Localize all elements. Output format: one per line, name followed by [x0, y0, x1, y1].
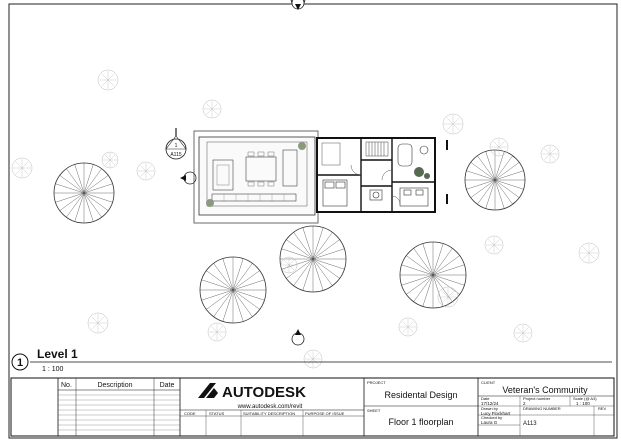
sheet-label: SHEET	[367, 408, 381, 413]
brand-name: AUTODESK	[222, 384, 306, 401]
drawing-number-value: A113	[523, 421, 537, 427]
project-number-value: 2	[523, 401, 526, 406]
project-name: Residental Design	[384, 390, 458, 400]
tree-symbol	[465, 150, 525, 210]
view-scale: 1 : 100	[42, 366, 64, 373]
building-plan	[194, 131, 447, 223]
shrub-symbol	[98, 70, 118, 90]
code-label: CODE	[184, 411, 196, 416]
sheet-name: Floor 1 floorplan	[388, 417, 454, 427]
shrub-symbol	[438, 287, 458, 307]
purpose-label: PURPOSE OF ISSUE	[305, 411, 345, 416]
tree-symbol	[280, 226, 346, 292]
shrub-symbol	[485, 236, 503, 254]
shrub-symbol	[443, 114, 463, 134]
drawing-number-label: DRAWING NUMBER	[523, 406, 561, 411]
scale-label: Scale (@ A3)	[573, 396, 597, 401]
rev-header-no: No.	[61, 382, 72, 389]
section-marker[interactable]	[166, 128, 186, 159]
project-label: PROJECT	[367, 380, 386, 385]
section-sheet: A115	[170, 152, 182, 158]
checked-by-value: Laura G	[481, 420, 498, 425]
elevation-marker-bottom[interactable]	[292, 329, 304, 345]
date-label: Date	[481, 396, 490, 401]
living-wing	[199, 137, 315, 215]
section-number: 1	[174, 143, 178, 149]
elevation-marker-top[interactable]	[291, 0, 305, 10]
view-number: 1	[16, 357, 24, 369]
title-block	[11, 378, 614, 436]
shrub-symbol	[88, 313, 108, 333]
drawing-frame	[9, 4, 617, 438]
shrub-symbol	[514, 324, 532, 342]
shrub-symbol	[281, 257, 297, 273]
client-name: Veteran's Community	[502, 385, 588, 395]
project-number-label: Project number	[523, 396, 551, 401]
tree-symbol	[54, 163, 114, 223]
shrub-symbol	[203, 100, 221, 118]
brand-url: www.autodesk.com/revit	[237, 404, 303, 410]
shrub-symbol	[102, 152, 118, 168]
checked-by-label: Checked by	[481, 415, 503, 420]
rev-header-date: Date	[159, 382, 175, 389]
rev-label: REV	[598, 406, 607, 411]
status-label: STATUS	[209, 411, 225, 416]
client-label: CLIENT	[481, 380, 496, 385]
shrub-symbol	[399, 318, 417, 336]
date-value: 17/12/24	[481, 401, 499, 406]
shrub-symbol	[304, 350, 322, 368]
tree-symbol	[200, 257, 266, 323]
suitability-label: SUITABILITY DESCRIPTION	[243, 411, 296, 416]
drawn-by-value: Lucy Flockhart	[481, 411, 511, 416]
shrub-symbol	[12, 158, 32, 178]
rev-header-description: Description	[97, 382, 133, 389]
drawn-by-label: Drawn by	[481, 406, 498, 411]
shrub-symbol	[490, 138, 508, 156]
shrub-symbol	[541, 145, 559, 163]
shrub-symbol	[208, 323, 226, 341]
scale-value: 1 : 100	[576, 401, 590, 406]
view-name: Level 1	[37, 347, 78, 361]
shrub-symbol	[137, 162, 155, 180]
shrub-symbol	[579, 243, 599, 263]
tree-symbol	[400, 242, 466, 308]
